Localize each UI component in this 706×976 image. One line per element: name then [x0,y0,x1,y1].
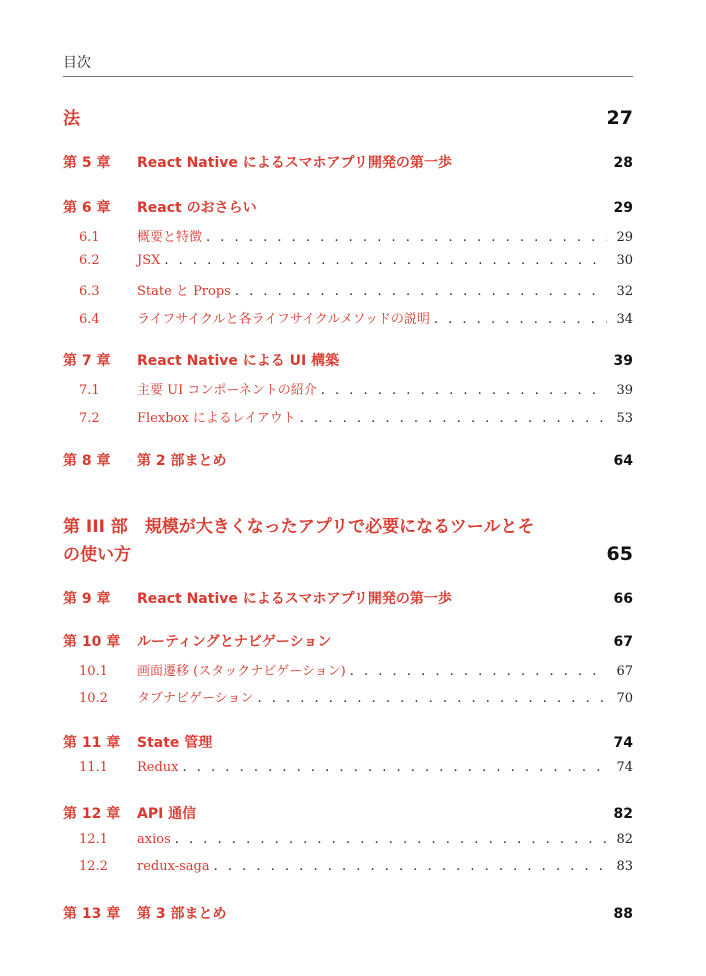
chapter-title: API 通信 [137,806,197,822]
toc-section-10-1[interactable] [63,660,633,679]
dot-leader [434,312,607,327]
toc-section-10-2[interactable] [63,687,633,706]
section-title: axios [137,832,171,847]
section-number: 12.2 [79,859,108,874]
section-page-number: 32 [616,284,633,299]
part-entry[interactable] [63,104,633,129]
toc-chapter-9[interactable] [63,588,633,608]
section-title: ライフサイクルと各ライフサイクルメソッドの説明 [137,312,430,327]
chapter-page-number: 29 [613,200,633,216]
chapter-label: 第 12 章 [63,806,121,822]
toc-chapter-5[interactable] [63,152,633,172]
dot-leader [300,411,607,426]
chapter-page-number: 88 [613,906,633,922]
chapter-title: State 管理 [137,735,213,751]
section-number: 6.3 [79,284,100,299]
dot-leader [175,832,607,847]
section-number: 10.2 [79,691,108,706]
section-page-number: 83 [616,859,633,874]
part-page-number: 27 [606,107,633,129]
toc-section-11-1[interactable] [63,760,633,775]
chapter-page-number: 82 [613,806,633,822]
toc-chapter-6[interactable] [63,197,633,217]
chapter-title: React Native によるスマホアプリ開発の第一歩 [137,591,452,607]
section-title: 画面遷移 (スタックナビゲーション) [137,664,346,679]
toc-chapter-11[interactable] [63,732,633,752]
dot-leader [214,859,607,874]
chapter-label: 第 7 章 [63,353,111,369]
toc-chapter-8[interactable] [63,450,633,470]
section-page-number: 30 [616,253,633,268]
toc-chapter-13[interactable] [63,903,633,923]
toc-section-7-2[interactable] [63,407,633,426]
section-number: 7.1 [79,383,100,398]
chapter-label: 第 9 章 [63,591,111,607]
toc-section-7-1[interactable] [63,379,633,398]
toc-chapter-12[interactable] [63,803,633,823]
chapter-title: React のおさらい [137,200,257,216]
toc-chapter-7[interactable] [63,350,633,370]
section-number: 6.4 [79,312,100,327]
section-title: redux-saga [137,859,210,874]
section-title: Redux [137,760,179,775]
dot-leader [206,230,607,245]
chapter-title: 第 2 部まとめ [137,453,227,469]
chapter-label: 第 13 章 [63,906,121,922]
chapter-label: 第 6 章 [63,200,111,216]
toc-section-6-4[interactable] [63,308,633,327]
dot-leader [235,284,607,299]
section-page-number: 67 [616,664,633,679]
chapter-title: React Native による UI 構築 [137,353,340,369]
part-title: 法 [63,109,80,129]
chapter-page-number: 74 [613,735,633,751]
dot-leader [257,691,607,706]
section-page-number: 39 [616,383,633,398]
chapter-label: 第 5 章 [63,155,111,171]
dot-leader [350,664,607,679]
section-title: State と Props [137,284,231,299]
section-title: JSX [137,253,161,268]
section-title: Flexbox によるレイアウト [137,411,296,426]
section-title: タブナビゲーション [137,691,254,706]
section-page-number: 53 [616,411,633,426]
chapter-label: 第 11 章 [63,735,121,751]
toc-section-12-2[interactable] [63,859,633,874]
chapter-label: 第 10 章 [63,634,121,650]
part-title-line1: 第 III 部 規模が大きくなったアプリで必要になるツールとそ [63,517,535,537]
part-title-line2: の使い方 [63,545,131,565]
dot-leader [164,253,607,268]
section-title: 概要と特徴 [137,230,203,245]
header-rule [63,76,633,77]
running-header: 目次 [63,55,91,71]
section-number: 6.1 [79,230,100,245]
section-page-number: 82 [616,832,633,847]
section-page-number: 74 [616,760,633,775]
section-number: 10.1 [79,664,108,679]
section-page-number: 34 [616,312,633,327]
section-number: 11.1 [79,760,108,775]
toc-section-12-1[interactable] [63,832,633,847]
dot-leader [183,760,607,775]
chapter-page-number: 66 [613,591,633,607]
toc-chapter-10[interactable] [63,631,633,651]
chapter-title: ルーティングとナビゲーション [137,634,332,650]
chapter-page-number: 28 [613,155,633,171]
chapter-title: 第 3 部まとめ [137,906,227,922]
chapter-page-number: 39 [613,353,633,369]
chapter-title: React Native によるスマホアプリ開発の第一歩 [137,155,452,171]
section-title: 主要 UI コンポーネントの紹介 [137,383,317,398]
part-page-number: 65 [606,543,633,565]
toc-section-6-3[interactable] [63,280,633,299]
chapter-page-number: 64 [613,453,633,469]
section-page-number: 29 [616,230,633,245]
section-number: 7.2 [79,411,100,426]
dot-leader [321,383,607,398]
chapter-label: 第 8 章 [63,453,111,469]
section-number: 6.2 [79,253,100,268]
chapter-page-number: 67 [613,634,633,650]
toc-section-6-1[interactable] [63,226,633,245]
section-page-number: 70 [616,691,633,706]
section-number: 12.1 [79,832,108,847]
toc-section-6-2[interactable] [63,253,633,268]
